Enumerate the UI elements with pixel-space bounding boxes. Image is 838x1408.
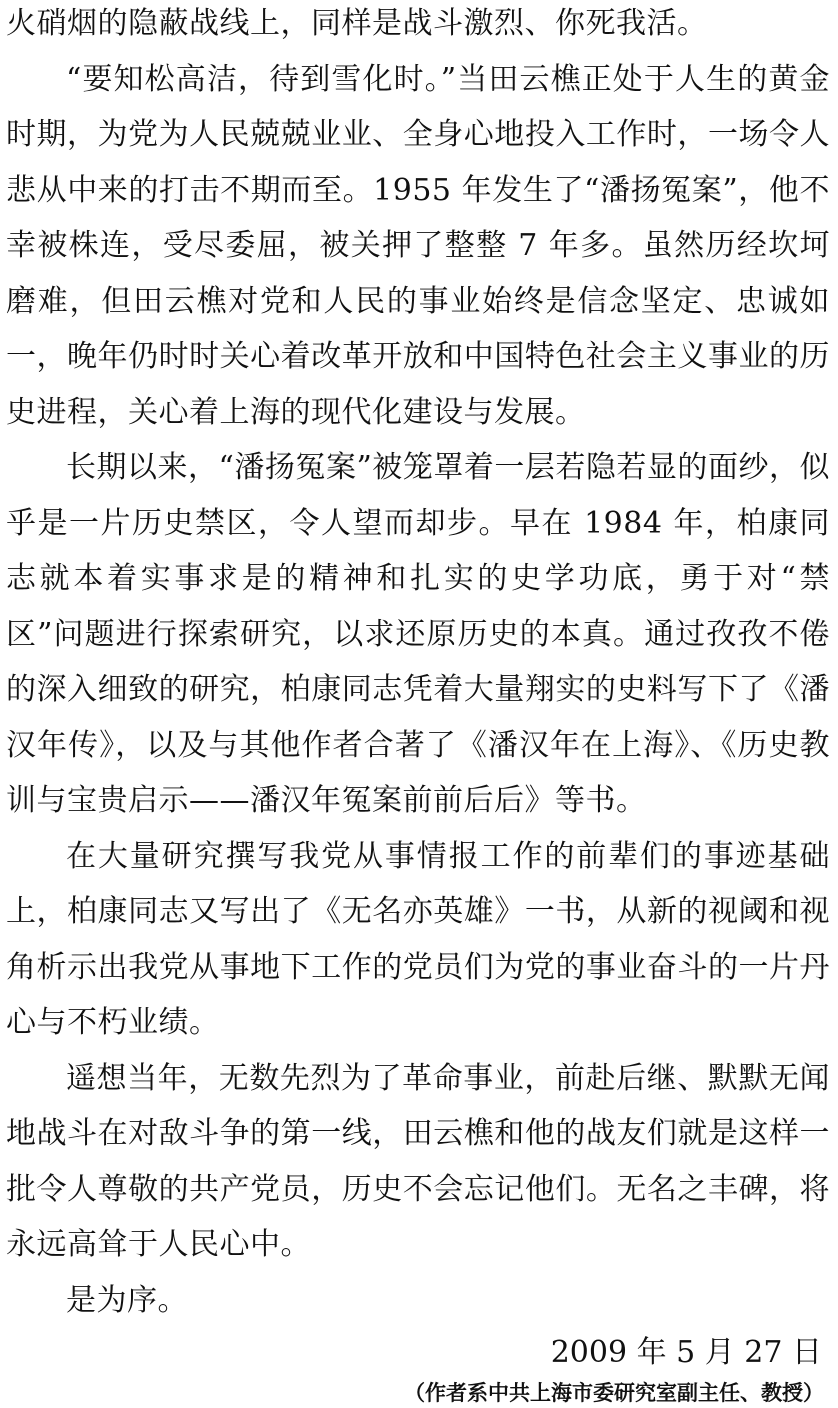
paragraph-tian-yunqiao: “要知松高洁，待到雪化时。”当田云樵正处于人生的黄金时期，为党为人民兢兢业业、全身心地投入工作时，一场令人悲从中来的打击不期而至。1955 年发生了“潘扬冤案”，他不幸被株连，受尽委屈，被关押了整整 7 年多。虽然历经坎坷磨难，但田云樵对党和人民的事业始终是信念坚定、忠诚如一，晚年仍时时关心着改革开放和中国特色社会主义事业的历史进程，关心着上海的现代化建设与发展。: [6, 61, 830, 430]
paragraph-remembrance: 遥想当年，无数先烈为了革命事业，前赴后继、默默无闻地战斗在对敌斗争的第一线，田云樵和他的战友们就是这样一批令人尊敬的共产党员，历史不会忘记他们。无名之丰碑，将永远高耸于人民心中。: [6, 1060, 830, 1262]
paragraph-closing: 是为序。: [66, 1282, 188, 1318]
paragraph-unnamed-heroes: 在大量研究撰写我党从事情报工作的前辈们的事迹基础上，柏康同志又写出了《无名亦英雄》一书，从新的视阈和视角析示出我党从事地下工作的党员们为党的事业奋斗的一片丹心与不朽业绩。: [6, 838, 830, 1040]
paragraph-continued: 火硝烟的隐蔽战线上，同样是战斗激烈、你死我活。: [6, 6, 708, 41]
signature-date: 2009 年 5 月 27 日: [550, 1335, 822, 1370]
paragraph-panyang-case: 长期以来，“潘扬冤案”被笼罩着一层若隐若显的面纱，似乎是一片历史禁区，令人望而却步。早在 1984 年，柏康同志就本着实事求是的精神和扎实的史学功底，勇于对“禁区”问题进行探索研究，以求还原历史的本真。通过孜孜不倦的深入细致的研究，柏康同志凭着大量翔实的史料写下了《潘汉年传》，以及与其他作者合著了《潘汉年在上海》、《历史教训与宝贵启示——潘汉年冤案前前后后》等书。: [6, 450, 830, 818]
author-note: （作者系中共上海市委研究室副主任、教授）: [404, 1381, 824, 1405]
document-page: [6, 0, 830, 1405]
